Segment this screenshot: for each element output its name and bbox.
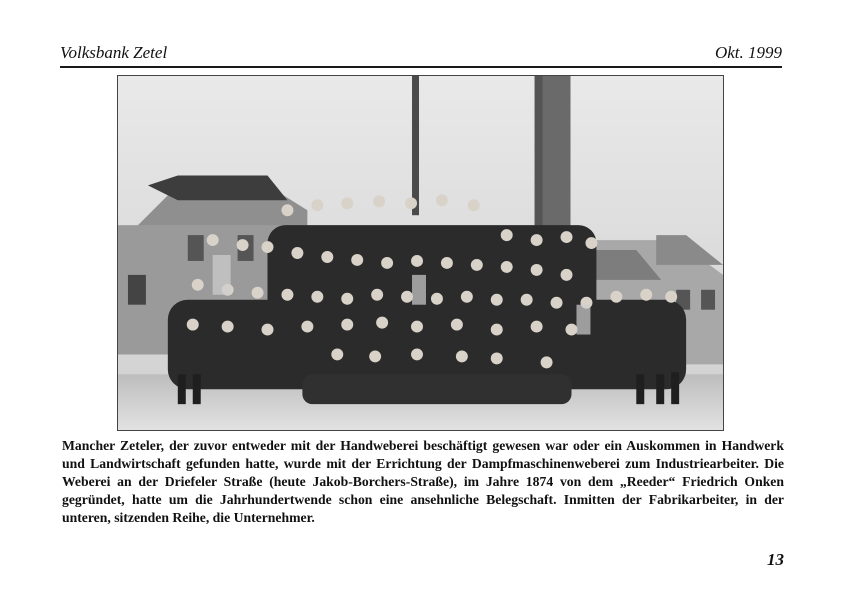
photo-caption: Mancher Zeteler, der zuvor entweder mit der Handweberei beschäftigt gewesen war oder ein Auskommen in Handwerk und Landwirtschaft gefunden hatte, wurde mit der Errichtung der Dampfmaschinenweberei zum Industriearbeiter. Die Weberei an der Driefeler Straße (heute Jakob-Borchers-Straße), im Jahre 1874 von dem „Reeder“ Friedrich Onken gegründet, hatte um die Jahrhundertwende schon eine ansehnliche Belegschaft. Inmitten der Fabrikarbeiter, in der unteren, sitzenden Reihe, die Unternehmer. — [62, 438, 784, 525]
page-header — [60, 42, 782, 68]
publisher-name: Volksbank Zetel — [60, 43, 168, 62]
photo-illustration — [118, 76, 723, 430]
pole — [412, 76, 419, 215]
historical-group-photo — [117, 75, 724, 431]
issue-date: Okt. 1999 — [714, 43, 782, 62]
page-number: 13 — [767, 550, 784, 569]
